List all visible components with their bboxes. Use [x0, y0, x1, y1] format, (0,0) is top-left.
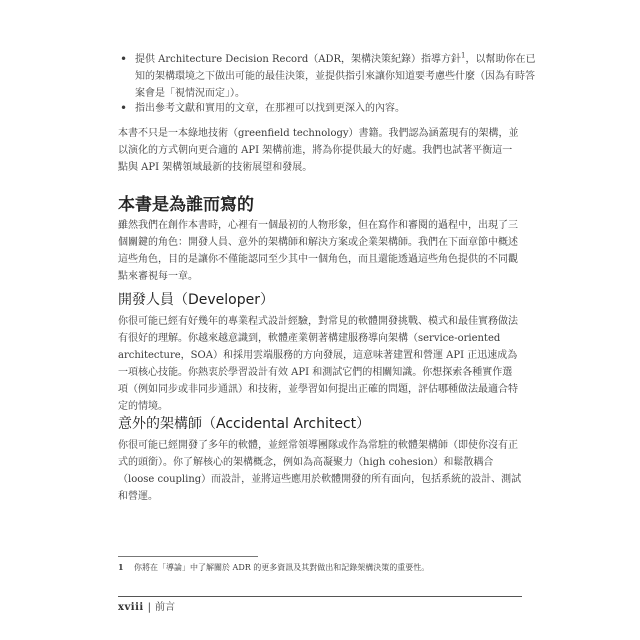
section-paragraph: 雖然我們在創作本書時，心裡有一個最初的人物形象，但在寫作和審閱的過程中，出現了三個關鍵的角色：開發人員、意外的架構師和解決方案或企業架構師。我們在下面章節中概述這些角色，目的是讓你不僅能認同至少其中一個角色，而且還能透過這些角色提供的不同觀點來審視每一章。 — [118, 220, 518, 282]
chapter-name: 前言 — [155, 602, 176, 613]
bullet-item-references — [118, 100, 539, 117]
footnote — [118, 561, 522, 574]
intro-paragraph: 本書不只是一本綠地技術（greenfield technology）書籍。我們認為涵蓋現有的架構，並以演化的方式朝向更合適的 API 架構前進，將為你提供最大的好處。我們也試著平衡這一點與 API 架構領域最新的技術展望和發展。 — [118, 128, 519, 173]
developer-heading: 開發人員（Developer） — [118, 292, 275, 308]
bullet-dot-icon: • — [120, 101, 128, 115]
footnote-number: 1 — [118, 562, 124, 572]
accidental-architect-heading: 意外的架構師（Accidental Architect） — [118, 416, 371, 432]
folio-separator: | — [147, 602, 152, 613]
page-footer-divider — [118, 596, 522, 597]
page-number: xviii — [118, 602, 144, 613]
bullet-text-continued: ，以幫助你在已知的架構環境之下做出可能的最佳決策，並提供指引來讓你知道要考慮些什麼（因為有時答案會是「視情況而定」）。 — [135, 54, 536, 99]
developer-paragraph: 你很可能已經有好幾年的專業程式設計經驗，對常見的軟體開發挑戰、模式和最佳實務做法有很好的理解。你越來越意識到，軟體產業朝著構建服務導向架構（service-oriented architecture，SOA）和採用雲端服務的方向發展，這意味著建置和營運 API 正迅速成為一項核心技能。你熱衷於學習設計有效 API 和測試它們的相關知識。你想探索各種實作選項（例如同步或非同步通訊）和技術，並學習如何提出正確的問題，評估哪種做法最適合特定的情境。 — [118, 316, 518, 412]
footnote-reference[interactable]: 1 — [461, 51, 466, 60]
bullet-text: 提供 Architecture Decision Record（ADR，架構決策紀錄）指導方針 — [135, 54, 462, 65]
bullet-item-adr — [118, 51, 539, 102]
footnote-text: 你將在「導論」中了解關於 ADR 的更多資訊及其對做出和記錄架構決策的重要性。 — [134, 563, 430, 572]
bullet-text: 指出參考文獻和實用的文章，在那裡可以找到更深入的內容。 — [135, 103, 405, 114]
accidental-architect-paragraph: 你很可能已經開發了多年的軟體，並經常領導團隊或作為常駐的軟體架構師（即使你沒有正式的頭銜）。你了解核心的架構概念，例如為高凝聚力（high cohesion）和鬆散耦合（loose coupling）而設計，並將這些應用於軟體開發的所有面向，包括系統的設計、測試和營運。 — [118, 440, 522, 502]
bullet-dot-icon: • — [120, 52, 128, 66]
document-page — [118, 0, 536, 640]
footnote-divider — [118, 556, 258, 557]
page-footer — [118, 601, 175, 615]
section-heading: 本書是為誰而寫的 — [118, 195, 254, 215]
